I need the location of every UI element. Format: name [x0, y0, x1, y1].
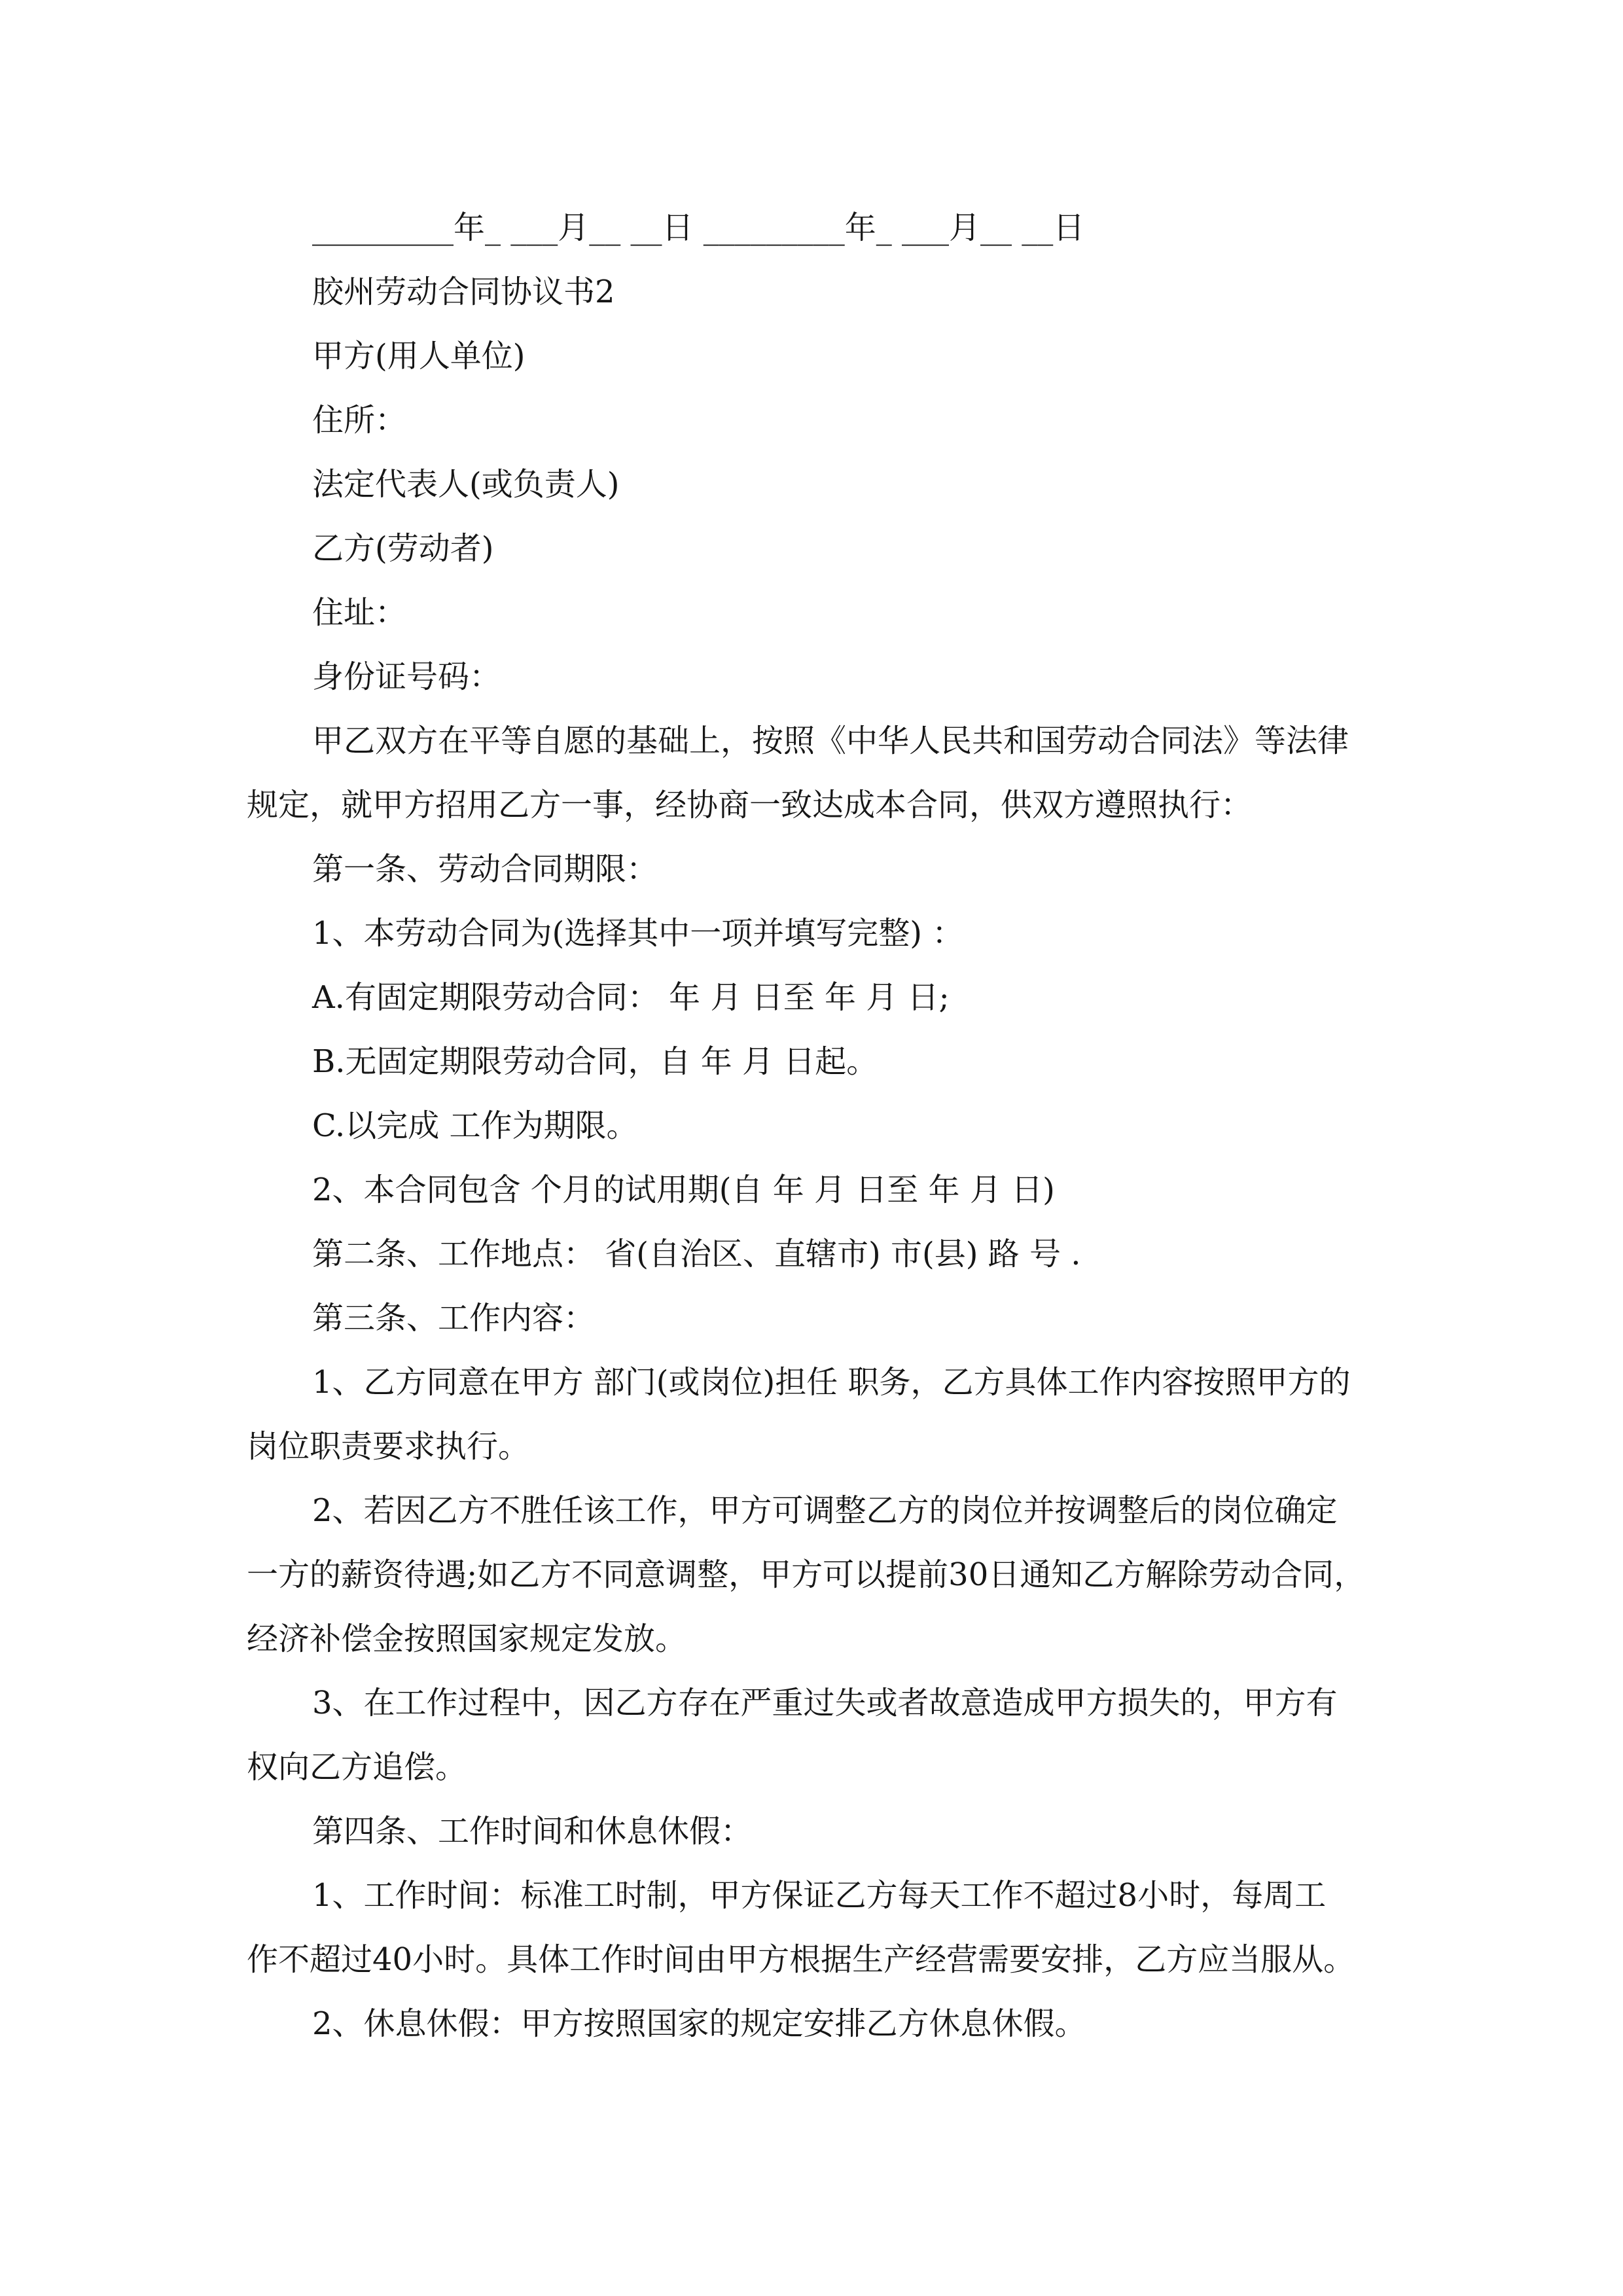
party-b-address: 住址：: [312, 594, 407, 631]
clause-line: 1、本劳动合同为(选择其中一项并填写完整) ：: [312, 915, 964, 952]
paragraph-line: 规定，就甲方招用乙方一事，经协商一致达成本合同，供双方遵照执行：: [247, 787, 1253, 823]
article-heading: 第二条、工作地点： 省(自治区、直辖市) 市(县) 路 号 .: [312, 1236, 1081, 1272]
clause-option: A.有固定期限劳动合同： 年 月 日至 年 月 日;: [312, 979, 950, 1016]
clause-line: 岗位职责要求执行。: [247, 1428, 530, 1465]
clause-line: 2、休息休假：甲方按照国家的规定安排乙方休息休假。: [312, 2005, 1086, 2042]
article-heading: 第三条、工作内容：: [312, 1300, 596, 1336]
clause-line: 权向乙方追偿。: [247, 1749, 467, 1785]
party-b-label: 乙方(劳动者): [312, 530, 494, 567]
article-heading: 第一条、劳动合同期限：: [312, 851, 658, 888]
clause-line: 1、工作时间：标准工时制，甲方保证乙方每天工作不超过8小时，每周工: [312, 1877, 1327, 1914]
clause-line: 一方的薪资待遇;如乙方不同意调整，甲方可以提前30日通知乙方解除劳动合同，: [247, 1556, 1366, 1593]
id-number: 身份证号码：: [312, 658, 501, 695]
article-heading: 第四条、工作时间和休息休假：: [312, 1813, 753, 1850]
date-signature-line: _________年_ ___月__ __日 _________年_ ___月__ __日: [312, 209, 1085, 246]
clause-option: C.以完成 工作为期限。: [312, 1107, 638, 1144]
clause-line: 作不超过40小时。具体工作时间由甲方根据生产经营需要安排，乙方应当服从。: [247, 1941, 1355, 1978]
clause-option: B.无固定期限劳动合同，自 年 月 日起。: [312, 1043, 878, 1080]
party-a-label: 甲方(用人单位): [312, 338, 526, 374]
paragraph-line: 甲乙双方在平等自愿的基础上，按照《中华人民共和国劳动合同法》等法律: [312, 723, 1349, 759]
clause-line: 经济补偿金按照国家规定发放。: [247, 1621, 687, 1657]
document-title: 胶州劳动合同协议书2: [312, 274, 615, 310]
clause-line: 1、乙方同意在甲方 部门(或岗位)担任 职务，乙方具体工作内容按照甲方的: [312, 1364, 1351, 1401]
clause-line: 3、在工作过程中，因乙方存在严重过失或者故意造成甲方损失的，甲方有: [312, 1685, 1338, 1721]
party-a-address: 住所：: [312, 402, 407, 439]
legal-representative: 法定代表人(或负责人): [312, 466, 620, 503]
clause-line: 2、若因乙方不胜任该工作，甲方可调整乙方的岗位并按调整后的岗位确定: [312, 1492, 1338, 1529]
clause-line: 2、本合同包含 个月的试用期(自 年 月 日至 年 月 日): [312, 1172, 1055, 1208]
